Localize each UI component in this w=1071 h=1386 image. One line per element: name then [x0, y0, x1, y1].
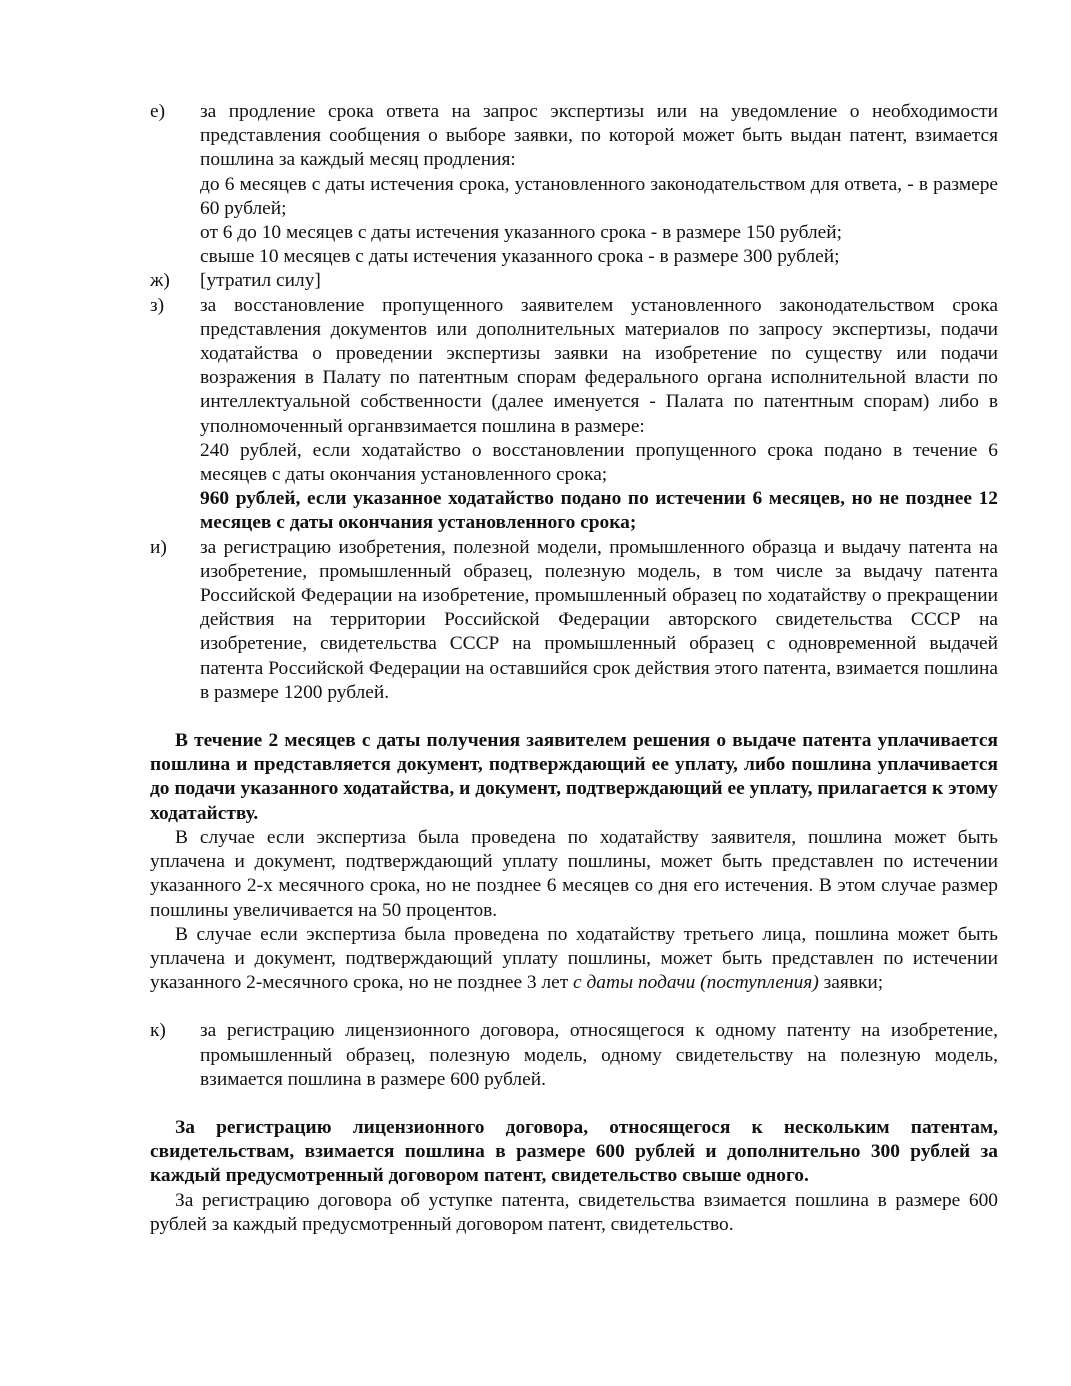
list-item-e [150, 100, 998, 269]
document-body [150, 100, 998, 1237]
list-item-text: за регистрацию лицензионного договора, относящегося к одному патенту на изобретение, промышленный образец, полезную модель, одному свидетельству на полезную модель, взимается пошлина в размере 600 рублей. [200, 1020, 998, 1090]
list-subitem-bold: 960 рублей, если указанное ходатайство подано по истечении 6 месяцев, но не позднее 12 месяцев с даты окончания установленного срока; [200, 488, 998, 534]
list-marker: и) [150, 536, 167, 558]
list-item-text: за восстановление пропущенного заявителем установленного законодательством срока представления документов или дополнительных материалов по запросу экспертизы, подачи ходатайства о проведении экспертизы заявки на изобретение по существу или подачи возражения в Палату по патентным спорам федерального органа исполнительной власти по интеллектуальной собственности (далее именуется - Палата по патентным спорам) либо в уполномоченный органвзимается пошлина в размере: [200, 294, 998, 437]
paragraph-bold: В течение 2 месяцев с даты получения заявителем решения о выдаче патента уплачивается пошлина и представляется документ, подтверждающий ее уплату, либо пошлина уплачивается до подачи указанного ходатайства, и документ, подтверждающий ее уплату, прилагается к этому ходатайству. [150, 730, 998, 824]
list-subitem: от 6 до 10 месяцев с даты истечения указанного срока - в размере 150 рублей; [200, 222, 843, 244]
list-item-zh [150, 269, 998, 293]
list-subitem: 240 рублей, если ходатайство о восстановлении пропущенного срока подано в течение 6 месяцев с даты окончания установленного срока; [200, 439, 998, 486]
list-subitem: до 6 месяцев с даты истечения срока, установленного законодательством для ответа, - в размере 60 рублей; [200, 173, 998, 219]
list-marker: ж) [150, 270, 170, 292]
list-item-text: за продление срока ответа на запрос экспертизы или на уведомление о необходимости представления сообщения о выборе заявки, по которой может быть выдан патент, взимается пошлина за каждый месяц продления: [200, 101, 998, 171]
list-marker: е) [150, 101, 166, 122]
list-item-k [150, 1019, 998, 1092]
paragraph-text: В случае если экспертиза была проведена по ходатайству третьего лица, пошлина может быть уплачена и документ, подтверждающий уплату пошлины, может быть представлен по истечении указанного 2-месячного срока, но не позднее 3 лет [150, 923, 998, 994]
paragraph-bold: За регистрацию лицензионного договора, относящегося к нескольким патентам, свидетельствам, взимается пошлина в размере 600 рублей и дополнительно 300 рублей за каждый предусмотренный договором патент, свидетельство свыше одного. [150, 1116, 998, 1187]
list-item-text: [утратил силу] [200, 270, 321, 292]
spacer [150, 995, 998, 1019]
spacer [150, 1092, 998, 1116]
paragraph-italic-text: с даты подачи (поступления) [573, 972, 819, 994]
paragraph-text: заявки; [818, 972, 884, 994]
paragraph: За регистрацию договора об уступке патента, свидетельства взимается пошлина в размере 600 рублей за каждый предусмотренный договором патент, свидетельство. [150, 1189, 998, 1235]
list-item-text: за регистрацию изобретения, полезной модели, промышленного образца и выдачу патента на изобретение, промышленный образец, полезную модель, в том числе за выдачу патента Российской Федерации на изобретение, промышленный образец по ходатайству о прекращении действия на территории Российской Федерации авторского свидетельства СССР на изобретение, свидетельства СССР на промышленный образец с одновременной выдачей патента Российской Федерации на оставшийся срок действия этого патента, взимается пошлина в размере 1200 рублей. [200, 536, 998, 703]
list-subitem: свыше 10 месяцев с даты истечения указанного срока - в размере 300 рублей; [200, 246, 840, 268]
list-marker: з) [150, 294, 165, 316]
paragraph: В случае если экспертиза была проведена по ходатайству заявителя, пошлина может быть уплачена и документ, подтверждающий уплату пошлины, может быть представлен по истечении указанного 2-х месячного срока, но не позднее 6 месяцев со дня его истечения. В этом случае размер пошлины увеличивается на 50 процентов. [150, 826, 998, 921]
paragraph [150, 923, 998, 996]
spacer [150, 705, 998, 729]
list-item-z [150, 294, 998, 536]
list-marker: к) [150, 1020, 166, 1042]
list-item-i [150, 536, 998, 705]
